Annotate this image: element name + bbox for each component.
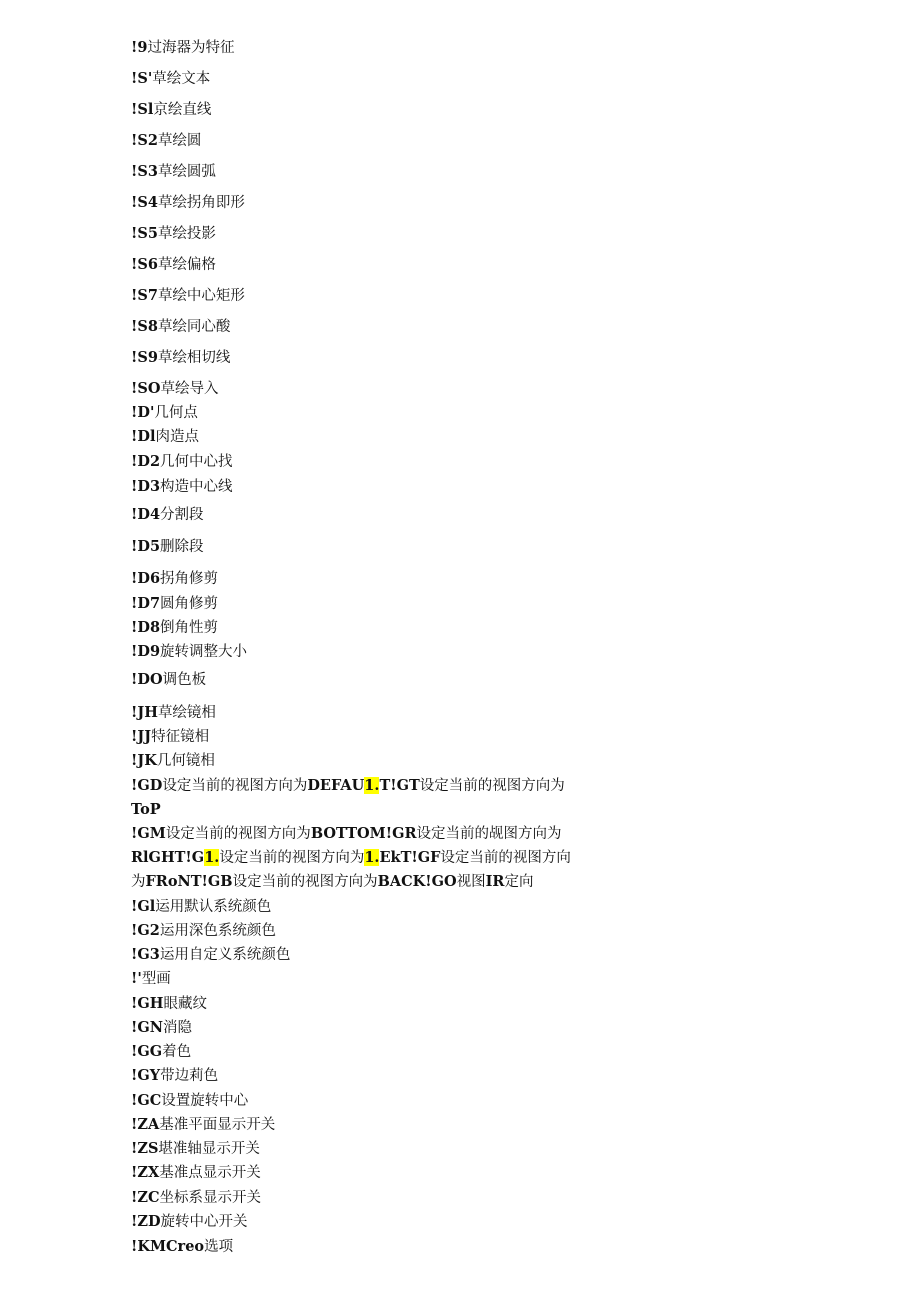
list-item: !D'几何点 (131, 404, 198, 421)
list-item: !ZD旋转中心开关 (131, 1213, 248, 1230)
list-item: !S9草绘相切线 (131, 349, 231, 366)
highlight-mark: 1. (364, 777, 380, 794)
paragraph-line: !GM设定当前的视图方向为BOTTOM!GR设定当前的觇图方向为 (131, 825, 562, 842)
list-item: !ZC坐标系显示开关 (131, 1189, 261, 1206)
list-item: !GG着色 (131, 1043, 192, 1060)
list-item: !D3构造中心线 (131, 478, 233, 495)
list-item: !'型画 (131, 970, 171, 987)
list-item: !Dl肉造点 (131, 428, 199, 445)
list-item: !S2草绘圆 (131, 132, 202, 149)
list-item: !S5草绘投影 (131, 225, 216, 242)
list-item: !S7草绘中心矩形 (131, 287, 245, 304)
list-item: !D6拐角修剪 (131, 570, 219, 587)
list-item: !S'草绘文本 (131, 70, 211, 87)
list-item: !ZS堪准轴显示开关 (131, 1140, 260, 1157)
list-item: !KMCreo选项 (131, 1238, 234, 1255)
list-item: !GY带边莉色 (131, 1067, 219, 1084)
highlight-mark: 1. (364, 849, 380, 866)
list-item: !G3运用自定义系统颜色 (131, 946, 291, 963)
list-item: !GN消隐 (131, 1019, 193, 1036)
list-item: !DO调色板 (131, 671, 207, 688)
list-item: !G2运用深色系统颜色 (131, 922, 276, 939)
list-item: !JJ特征镜相 (131, 728, 210, 745)
list-item: !S8草绘同心酸 (131, 318, 231, 335)
list-item: !JH草绘镜相 (131, 704, 216, 721)
list-item: !S3草绘圆弧 (131, 163, 216, 180)
list-item: !SO草绘导入 (131, 380, 219, 397)
list-item: !Gl运用默认系统颜色 (131, 898, 272, 915)
paragraph-line: RlGHT!G1.设定当前的视图方向为1.EkT!GF设定当前的视图方向 (131, 849, 571, 866)
list-item: !S4草绘拐角即形 (131, 194, 245, 211)
list-item: !D4分割段 (131, 506, 204, 523)
list-item: !D5删除段 (131, 538, 204, 555)
list-item: !D7圆角修剪 (131, 595, 219, 612)
list-item: !ZA基准平面显示开关 (131, 1116, 276, 1133)
paragraph-line: 为FRoNT!GB设定当前的视图方向为BACK!GO视图IR定向 (131, 873, 534, 890)
list-item: !D9旋转调整大小 (131, 643, 248, 660)
list-item: !S6草绘偏格 (131, 256, 216, 273)
highlight-mark: 1. (204, 849, 220, 866)
list-item: !9过海器为特征 (131, 39, 235, 56)
paragraph-line: ToP (131, 801, 161, 818)
list-item: !GC设置旋转中心 (131, 1092, 249, 1109)
list-item: !Sl京绘直线 (131, 101, 212, 118)
view-direction-paragraph (131, 774, 591, 894)
list-item: !ZX基准点显示开关 (131, 1164, 261, 1181)
list-item: !D2几何中心找 (131, 453, 233, 470)
list-item: !GH眼藏纹 (131, 995, 207, 1012)
paragraph-line: !GD设定当前的视图方向为DEFAU1.T!GT设定当前的视图方向为 (131, 777, 565, 794)
list-item: !D8倒角性剪 (131, 619, 219, 636)
list-item: !JK几何镜相 (131, 752, 215, 769)
